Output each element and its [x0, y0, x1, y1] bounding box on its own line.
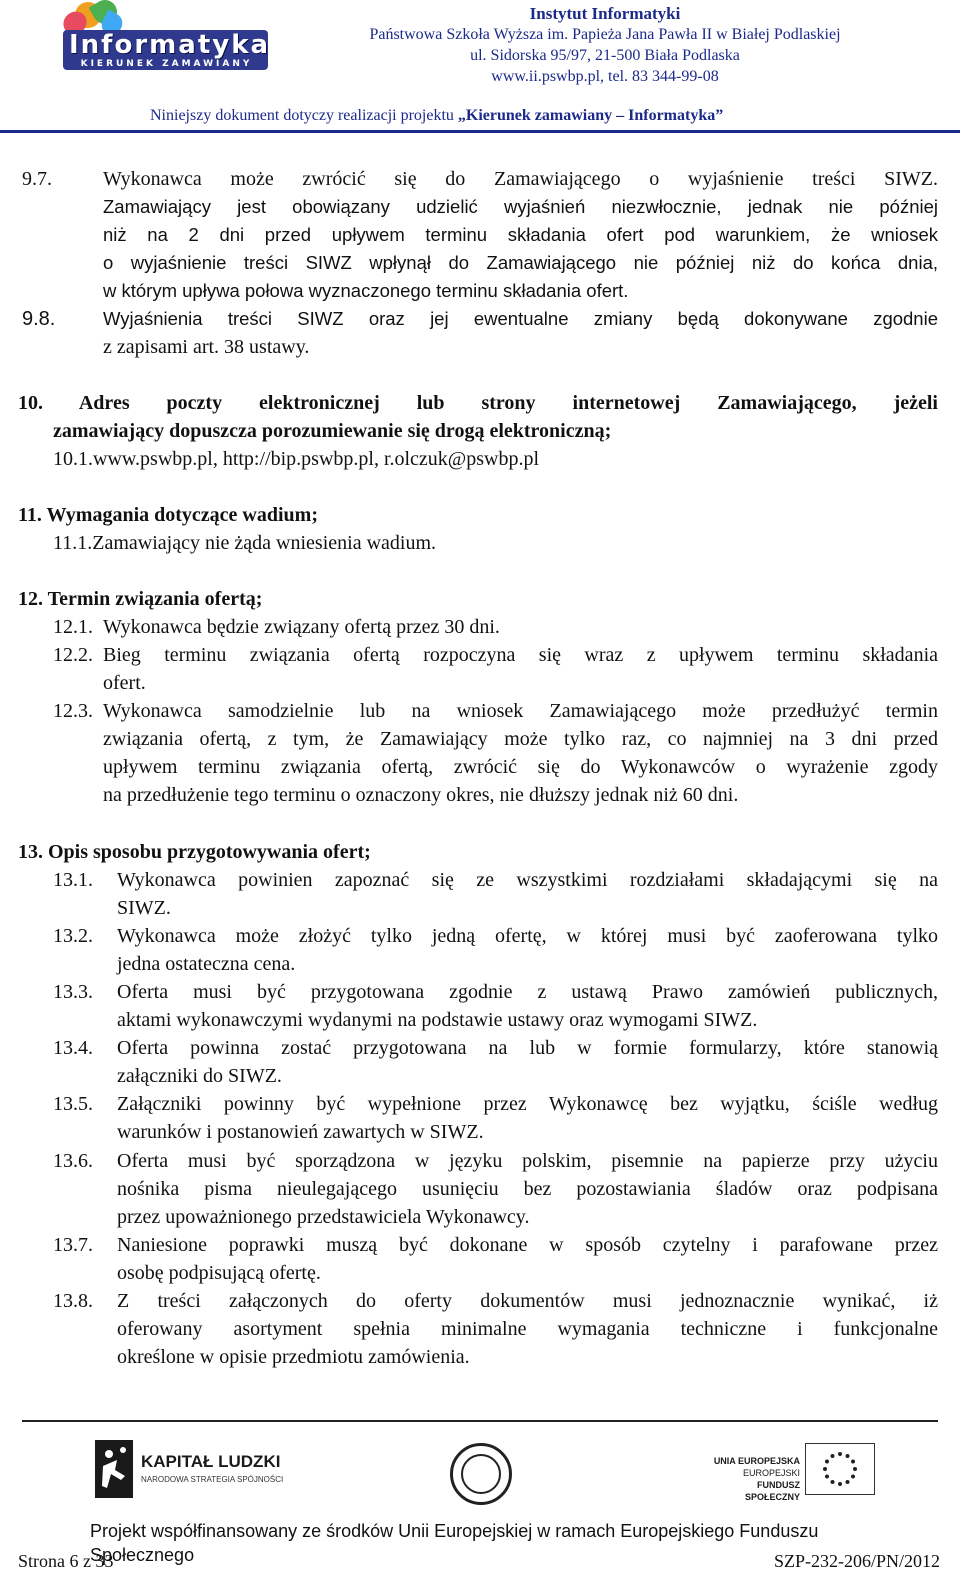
- section-11-heading: 11. Wymagania dotyczące wadium;: [18, 504, 318, 526]
- section-13-4-line: Oferta powinna zostać przygotowana na lub w formie formularzy, które stanowią: [117, 1037, 938, 1059]
- institute-address-block: [340, 3, 870, 87]
- section-12-2-line: Bieg terminu związania ofertą rozpoczyna się wraz z upływem terminu składania: [103, 644, 938, 666]
- section-9-8-line: Wyjaśnienia treści SIWZ oraz jej ewentualne zmiany będą dokonywane zgodnie: [103, 308, 938, 329]
- project-note: [150, 106, 910, 126]
- page-header: [0, 0, 960, 135]
- section-13-7-number: 13.7.: [53, 1234, 93, 1256]
- section-12-1-line: Wykonawca będzie związany ofertą przez 30 dni.: [103, 616, 500, 638]
- section-13-heading: 13. Opis sposobu przygotowywania ofert;: [18, 841, 371, 863]
- section-9-7-line: niż na 2 dni przed upływem terminu składania ofert pod warunkiem, że wniosek: [103, 224, 938, 245]
- section-13-5-line: Załączniki powinny być wypełnione przez Wykonawcę bez wyjątku, ściśle według: [117, 1093, 938, 1115]
- section-9-7-line: Wykonawca może zwrócić się do Zamawiającego o wyjaśnienie treści SIWZ.: [103, 168, 938, 190]
- section-13-2-line: Wykonawca może złożyć tylko jedną ofertę, w której musi być zaoferowana tylko: [117, 925, 938, 947]
- section-12-heading: 12. Termin związania ofertą;: [18, 588, 263, 610]
- section-12-3-line: związania ofertą, z tym, że Zamawiający może tylko raz, co najmniej na 3 dni przed: [103, 728, 938, 750]
- section-12-1-number: 12.1.: [53, 616, 93, 638]
- eu-stars-icon: [806, 1444, 874, 1494]
- page-number: Strona 6 z 33: [18, 1551, 114, 1571]
- section-13-1-line: Wykonawca powinien zapoznać się ze wszystkimi rozdziałami składającymi się na: [117, 869, 938, 891]
- kapital-ludzki-figures-icon: [95, 1440, 133, 1498]
- section-13-8-line: Z treści załączonych do oferty dokumentów musi jednoznacznie wynikać, iż: [117, 1290, 938, 1312]
- section-9-7-line: Zamawiający jest obowiązany udzielić wyjaśnień niezwłocznie, jednak nie później: [103, 196, 938, 217]
- kapital-ludzki-emblem-icon: [95, 1440, 133, 1498]
- kapital-ludzki-title: KAPITAŁ LUDZKI: [141, 1452, 281, 1471]
- footer-divider: [22, 1420, 938, 1422]
- logo-wordmark: Informatyka: [69, 30, 271, 60]
- section-9-7-line: w którym upływa połowa wyznaczonego terminu składania ofert.: [103, 280, 629, 301]
- section-12-3-number: 12.3.: [53, 700, 93, 722]
- section-13-3-line: aktami wykonawczymi wydanymi na podstawie ustawy oraz wymogami SIWZ.: [117, 1009, 758, 1031]
- university-name: Państwowa Szkoła Wyższa im. Papieża Jana Pawła II w Białej Podlaskiej: [369, 26, 841, 43]
- section-13-5-number: 13.5.: [53, 1093, 93, 1115]
- section-13-6-line: przez upoważnionego przedstawiciela Wykonawcy.: [117, 1206, 530, 1228]
- university-seal-icon: [450, 1443, 512, 1505]
- section-13-3-line: Oferta musi być przygotowana zgodnie z ustawą Prawo zamówień publicznych,: [117, 981, 938, 1003]
- institute-address: ul. Sidorska 95/97, 21-500 Biała Podlaska: [470, 47, 740, 64]
- section-13-8-line: oferowany asortyment spełnia minimalne wymagania techniczne i funkcjonalne: [117, 1318, 938, 1340]
- section-13-6-number: 13.6.: [53, 1150, 93, 1172]
- section-10-heading-cont: zamawiający dopuszcza porozumiewanie się drogą elektroniczną;: [53, 420, 612, 442]
- eu-line-social-fund: FUNDUSZ SPOŁECZNY: [744, 1480, 800, 1502]
- informatyka-logo: [55, 0, 275, 75]
- institute-contact: www.ii.pswbp.pl, tel. 83 344-99-08: [491, 68, 719, 85]
- section-9-8-number: 9.8.: [22, 308, 56, 330]
- section-12-2-line: ofert.: [103, 672, 146, 694]
- section-11-1-item: 11.1.Zamawiający nie żąda wniesienia wadium.: [53, 532, 436, 554]
- section-13-2-number: 13.2.: [53, 925, 93, 947]
- eu-flag-icon: [805, 1443, 875, 1495]
- logo-tagline: KIERUNEK ZAMAWIANY: [80, 59, 253, 69]
- section-13-8-line: określone w opisie przedmiotu zamówienia.: [117, 1346, 470, 1368]
- section-13-2-line: jedna ostateczna cena.: [117, 953, 296, 975]
- section-10-1-item: 10.1.www.pswbp.pl, http://bip.pswbp.pl, r.olczuk@pswbp.pl: [53, 448, 540, 470]
- section-13-4-line: załączniki do SIWZ.: [117, 1065, 282, 1087]
- section-13-7-line: osobę podpisującą ofertę.: [117, 1262, 321, 1284]
- kapital-ludzki-subtitle: NARODOWA STRATEGIA SPÓJNOŚCI: [141, 1475, 284, 1484]
- kapital-ludzki-logo: [95, 1440, 295, 1500]
- institute-name: Instytut Informatyki: [529, 4, 681, 23]
- section-9-7-number: 9.7.: [22, 168, 52, 190]
- section-12-3-line: Wykonawca samodzielnie lub na wniosek Zamawiającego może przedłużyć termin: [103, 700, 938, 722]
- eu-line-union: UNIA EUROPEJSKA: [713, 1456, 800, 1466]
- document-reference: SZP-232-206/PN/2012: [773, 1551, 940, 1571]
- section-9-7-line: o wyjaśnienie treści SIWZ wpłynął do Zamawiającego nie później niż do końca dnia,: [103, 252, 938, 273]
- section-13-4-number: 13.4.: [53, 1037, 93, 1059]
- project-note-prefix: Niniejszy dokument dotyczy realizacji projektu: [150, 107, 458, 124]
- eu-line-european: EUROPEJSKI: [742, 1468, 800, 1478]
- section-12-3-line: upływem terminu związania ofertą, zwrócić się do Wykonawców o wyrażenie zgody: [103, 756, 938, 778]
- section-10-heading: 10. Adres poczty elektronicznej lub strony internetowej Zamawiającego, jeżeli: [18, 392, 938, 414]
- cofinance-note: Projekt współfinansowany ze środków Unii Europejskiej w ramach Europejskiego Funduszu Społecznego: [90, 1521, 819, 1565]
- section-12-2-number: 12.2.: [53, 644, 93, 666]
- section-13-1-number: 13.1.: [53, 869, 93, 891]
- section-13-8-number: 13.8.: [53, 1290, 93, 1312]
- section-13-1-line: SIWZ.: [117, 897, 171, 919]
- section-13-6-line: Oferta musi być sporządzona w języku polskim, pisemnie na papierze przy użyciu: [117, 1150, 938, 1172]
- section-9-8-line: z zapisami art. 38 ustawy.: [103, 336, 310, 358]
- section-12-3-line: na przedłużenie tego terminu o oznaczony okres, nie dłuższy jednak niż 60 dni.: [103, 784, 739, 806]
- section-13-5-line: warunków i postanowień zawartych w SIWZ.: [117, 1121, 484, 1143]
- header-divider: [0, 130, 960, 133]
- project-name: „Kierunek zamawiany – Informatyka”: [457, 107, 724, 124]
- section-13-7-line: Naniesione poprawki muszą być dokonane w sposób czytelny i parafowane przez: [117, 1234, 938, 1256]
- eu-fund-label: [700, 1455, 800, 1503]
- section-13-3-number: 13.3.: [53, 981, 93, 1003]
- section-13-6-line: nośnika pisma nieulegającego usunięciu bez pozostawiania śladów oraz podpisana: [117, 1178, 938, 1200]
- university-seal-inner: [461, 1454, 501, 1494]
